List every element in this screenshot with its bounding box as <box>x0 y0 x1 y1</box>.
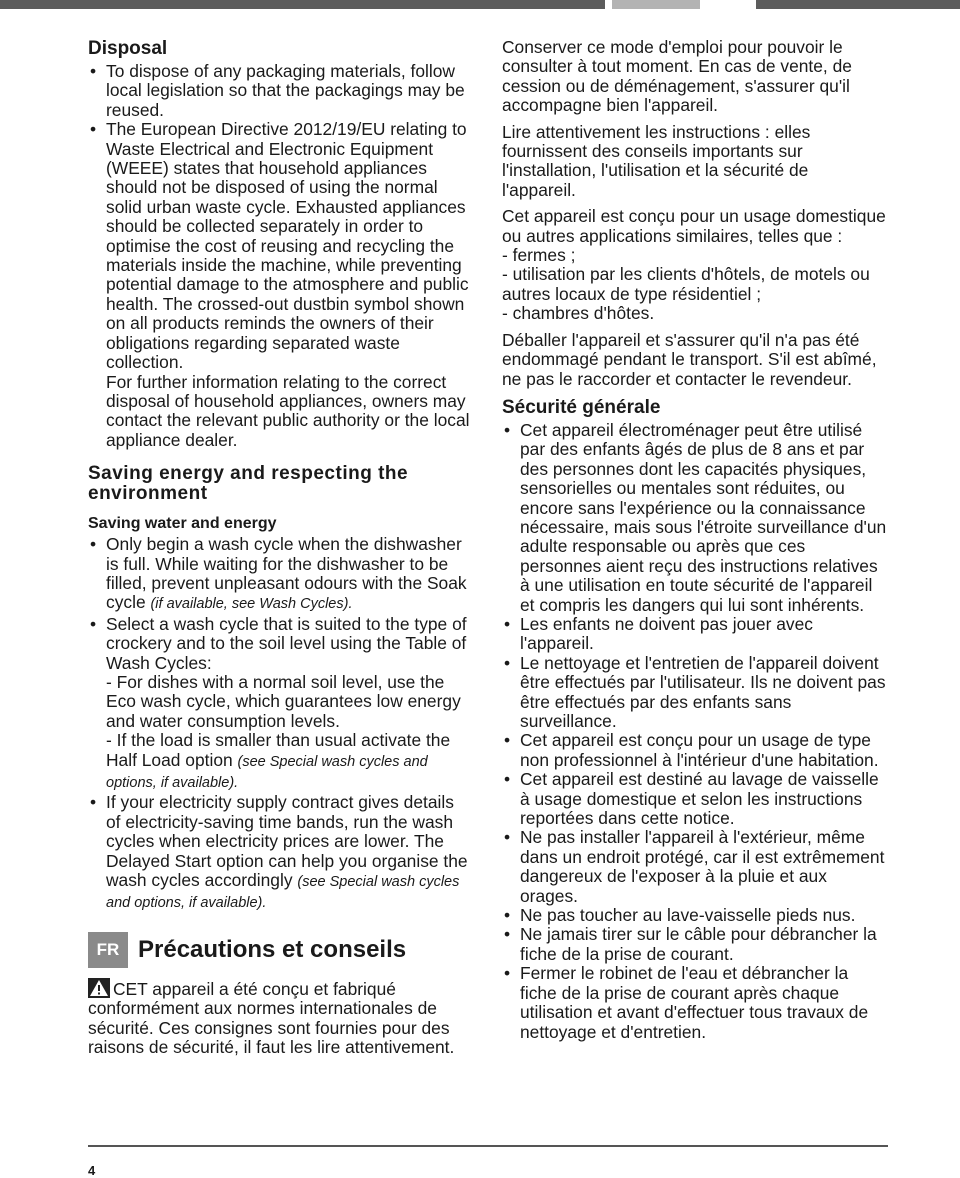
saving-bullet-2-line-2-text: - If the load is smaller than usual activate the Half Load option <box>106 730 451 770</box>
saving-bullet-2 <box>88 615 471 794</box>
fr-paragraph-3-line-3: - utilisation par les clients d'hôtels, de motels ou autres locaux de type résidentiel ; <box>502 264 870 304</box>
top-bar-dark-right <box>756 0 960 9</box>
securite-bullet: • Cet appareil est destiné au lavage de vaisselle à usage domestique et selon les instructions reportées dans cette notice. <box>502 770 887 828</box>
saving-subheading: Saving water and energy <box>88 515 277 533</box>
fr-paragraph-3-line-4: - chambres d'hôtes. <box>502 303 655 324</box>
saving-bullet-3-note: (see Special wash cycles and options, if available). <box>106 874 460 912</box>
left-column <box>88 38 471 1057</box>
fr-paragraph-2: Lire attentivement les instructions : elles fournissent des conseils importants sur l'installation, l'utilisation et la sécurité de l'appareil. <box>502 121 811 200</box>
securite-bullet: • Ne jamais tirer sur le câble pour débrancher la fiche de la prise de courant. <box>502 925 887 964</box>
warning-icon <box>88 978 110 998</box>
fr-paragraph-3 <box>502 207 887 323</box>
fr-section-title: Précautions et conseils <box>138 935 407 963</box>
saving-bullet-2-note: (see Special wash cycles and options, if available). <box>106 753 428 791</box>
securite-bullet: • Les enfants ne doivent pas jouer avec l'appareil. <box>502 615 887 654</box>
saving-bullet-2-text: • Select a wash cycle that is suited to the type of crockery and to the soil level using the Table of Wash Cycles: <box>106 613 467 673</box>
securite-bullet: • Cet appareil électroménager peut être utilisé par des enfants âgés de plus de 8 ans et par des personnes dont les capacités physiques, sensorielles ou mentales sont réduites, ou encore sans l'expérience ou la connaissance nécessaire, mais sous l'étroite surveillance d'un adulte responsable ou après que ces personnes aient reçu des instructions relatives à une utilisation en toute sécurité de l'appareil et compris les dangers qui lui sont inhérents. <box>502 421 887 615</box>
disposal-bullet-1: • To dispose of any packaging materials, follow local legislation so that the packagings may be reused. <box>88 62 471 120</box>
saving-bullet-1-text: Only begin a wash cycle when the dishwasher is full. While waiting for the dishwasher to be filled, prevent unpleasant odours with the Soak cycle <box>106 534 467 613</box>
disposal-paragraph: For further information relating to the correct disposal of household appliances, owners may contact the relevant public authority or the local appliance dealer. <box>106 371 470 450</box>
top-bar-dark <box>0 0 605 9</box>
fr-intro <box>88 978 471 1058</box>
right-column <box>502 38 887 1042</box>
saving-heading: Saving energy and respecting the environment <box>88 463 409 505</box>
securite-bullet: • Cet appareil est conçu pour un usage de type non professionnel à l'intérieur d'une habitation. <box>502 731 887 770</box>
securite-bullet: • Ne pas installer l'appareil à l'extérieur, même dans un endroit protégé, car il est extrêmement dangereux de l'exposer à la pluie et aux orages. <box>502 828 887 906</box>
securite-bullet: • Le nettoyage et l'entretien de l'appareil doivent être effectués par l'utilisateur. Ils ne doivent pas être effectués par des enfants sans surveillance. <box>502 654 887 732</box>
fr-section-header <box>88 932 471 968</box>
footer-rule <box>88 1145 888 1147</box>
saving-bullet-2-line-2 <box>106 731 471 793</box>
saving-bullet-3-text: If your electricity supply contract gives details of electricity-saving time bands, run the wash cycles when electricity prices are lower. The Delayed Start option can help you organise the wash cycles accordingly <box>106 792 468 891</box>
saving-bullet-1-note: (if available, see Wash Cycles). <box>150 596 353 613</box>
fr-intro-text: CET appareil a été conçu et fabriqué conformément aux normes internationales de sécurité. Ces consignes sont fournies pour des raisons de sécurité, il faut les lire attentivement. <box>88 978 455 1058</box>
disposal-bullet-2: • The European Directive 2012/19/EU relating to Waste Electrical and Electronic Equipment (WEEE) states that household appliances should not be disposed of using the normal solid urban waste cycle. Exhausted appliances should be collected separately in order to optimise the cost of reusing and recycling the materials inside the machine, while preventing potential damage to the atmosphere and public health. The crossed-out dustbin symbol shown on all products reminds the owners of their obligations regarding separated waste collection. <box>88 120 471 372</box>
fr-paragraph-1: Conserver ce mode d'emploi pour pouvoir le consulter à tout moment. En cas de vente, de cession ou de déménagement, s'assurer qu'il accompagne bien l'appareil. <box>502 37 852 116</box>
saving-bullet-3 <box>88 793 471 913</box>
fr-paragraph-3-line-1: Cet appareil est conçu pour un usage domestique ou autres applications similaires, telles que : <box>502 206 886 246</box>
disposal-heading: Disposal <box>88 38 168 59</box>
page-number: 4 <box>88 1163 96 1178</box>
fr-paragraph-4: Déballer l'appareil et s'assurer qu'il n'a pas été endommagé pendant le transport. S'il est abîmé, ne pas le raccorder et contacter le revendeur. <box>502 329 877 389</box>
securite-heading: Sécurité générale <box>502 396 661 418</box>
securite-bullet: • Fermer le robinet de l'eau et débrancher la fiche de la prise de courant après chaque utilisation et avant d'effectuer tous travaux de nettoyage et d'entretien. <box>502 964 887 1042</box>
saving-bullet-1 <box>88 535 471 615</box>
language-badge: FR <box>88 932 128 968</box>
saving-bullet-2-line-1: - For dishes with a normal soil level, use the Eco wash cycle, which guarantees low energy and water consumption levels. <box>106 671 461 731</box>
fr-paragraph-3-line-2: - fermes ; <box>502 245 576 266</box>
securite-bullet: • Ne pas toucher au lave-vaisselle pieds nus. <box>502 906 887 925</box>
top-bar-light <box>612 0 700 9</box>
